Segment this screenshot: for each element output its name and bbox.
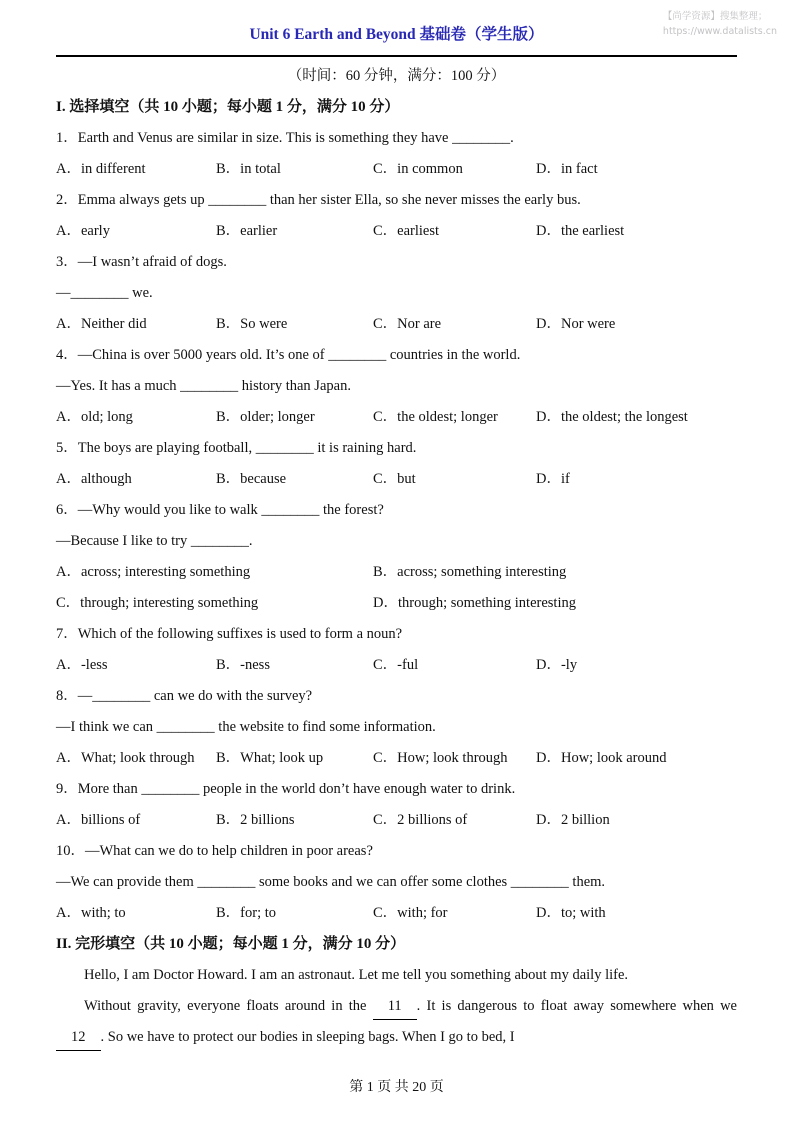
option-a: A．in different [56, 161, 146, 177]
watermark-source-line: 【尚学资源】搜集整理； [662, 11, 768, 22]
question-3-options [56, 309, 737, 340]
question-5-options [56, 464, 737, 495]
option-c: C．-ful [373, 657, 419, 673]
option-c: C．Nor are [373, 316, 442, 332]
question-8-options [56, 743, 737, 774]
question-4-options [56, 402, 737, 433]
question-4-stem-reply: —Yes. It has a much ________ history than Japan. [56, 378, 351, 394]
cloze-blank-11: 11 [373, 993, 417, 1020]
question-5-stem: 5．The boys are playing football, ________ it is raining hard. [56, 440, 417, 456]
option-b: B．-ness [216, 657, 270, 673]
option-d: D．Nor were [536, 316, 616, 332]
question-4 [56, 340, 737, 433]
cloze-text-segment: . So we have to protect our bodies in sleeping bags. When I go to bed, I [100, 1029, 515, 1045]
option-b: B．because [216, 471, 287, 487]
option-a: A．with; to [56, 905, 126, 921]
cloze-intro-paragraph: Hello, I am Doctor Howard. I am an astronaut. Let me tell you something about my daily life. [84, 967, 629, 983]
question-6-options-row-2 [56, 588, 737, 619]
question-6-stem: 6．—Why would you like to walk ________ the forest? [56, 502, 384, 518]
option-c: C．How; look through [373, 750, 508, 766]
option-d: D．-ly [536, 657, 578, 673]
question-10-options [56, 898, 737, 929]
question-2 [56, 185, 737, 247]
question-3-stem-reply: —________ we. [56, 285, 153, 301]
option-b: B．So were [216, 316, 288, 332]
option-b: B．earlier [216, 223, 278, 239]
option-d: D．to; with [536, 905, 606, 921]
option-d: D．in fact [536, 161, 598, 177]
cloze-body-paragraph [56, 991, 737, 1053]
option-a: A．early [56, 223, 110, 239]
option-b: B．in total [216, 161, 281, 177]
question-6 [56, 495, 737, 619]
option-a: A．although [56, 471, 132, 487]
time-score-line: （时间：60 分钟，满分：100 分） [287, 68, 506, 84]
option-d: D．How; look around [536, 750, 667, 766]
option-d: D．the oldest; the longest [536, 409, 688, 425]
question-1 [56, 123, 737, 185]
option-c: C．with; for [373, 905, 448, 921]
question-3 [56, 247, 737, 340]
question-8 [56, 681, 737, 774]
option-c: C．the oldest; longer [373, 409, 498, 425]
question-6-options-row-1 [56, 557, 737, 588]
option-b: B．for; to [216, 905, 277, 921]
question-10-stem: 10．—What can we do to help children in poor areas? [56, 843, 373, 859]
cloze-blank-12: 12 [56, 1024, 101, 1051]
cloze-text-segment: . It is dangerous to float away somewhere when we [416, 998, 737, 1014]
question-2-options [56, 216, 737, 247]
page-number-footer: 第 1 页 共 20 页 [349, 1080, 444, 1095]
option-b: B．What; look up [216, 750, 324, 766]
question-5 [56, 433, 737, 495]
option-d: D．if [536, 471, 570, 487]
option-c: C．but [373, 471, 416, 487]
section1-heading: I. 选择填空（共 10 小题；每小题 1 分，满分 10 分） [56, 99, 400, 115]
question-8-stem: 8．—________ can we do with the survey? [56, 688, 313, 704]
section2-heading: II. 完形填空（共 10 小题；每小题 1 分，满分 10 分） [56, 936, 406, 952]
option-d: D．2 billion [536, 812, 610, 828]
question-3-stem: 3．—I wasn’t afraid of dogs. [56, 254, 227, 270]
option-c: C．earliest [373, 223, 440, 239]
option-a: A．old; long [56, 409, 133, 425]
question-8-stem-reply: —I think we can ________ the website to find some information. [56, 719, 436, 735]
option-a: A．across; interesting something [56, 564, 251, 580]
question-10-stem-reply: —We can provide them ________ some books and we can offer some clothes ________ them. [56, 874, 606, 890]
question-10 [56, 836, 737, 929]
question-7 [56, 619, 737, 681]
option-b: B．older; longer [216, 409, 315, 425]
watermark [663, 10, 777, 39]
option-a: A．What; look through [56, 750, 195, 766]
question-9 [56, 774, 737, 836]
question-2-stem: 2．Emma always gets up ________ than her sister Ella, so she never misses the early bus. [56, 192, 581, 208]
cloze-text-segment: Without gravity, everyone floats around in the [84, 998, 373, 1014]
option-b: B．across; something interesting [373, 564, 567, 580]
watermark-url: https://www.datalists.cn [662, 25, 777, 37]
question-7-stem: 7．Which of the following suffixes is used to form a noun? [56, 626, 403, 642]
option-a: A．Neither did [56, 316, 147, 332]
question-9-options [56, 805, 737, 836]
document-title: Unit 6 Earth and Beyond 基础卷（学生版） [249, 26, 544, 43]
question-4-stem: 4．—China is over 5000 years old. It’s one of ________ countries in the world. [56, 347, 521, 363]
question-6-stem-reply: —Because I like to try ________. [56, 533, 253, 549]
option-b: B．2 billions [216, 812, 295, 828]
option-a: A．billions of [56, 812, 141, 828]
question-1-options [56, 154, 737, 185]
question-1-stem: 1．Earth and Venus are similar in size. This is something they have ________. [56, 130, 514, 146]
option-c: C．2 billions of [373, 812, 468, 828]
option-c: C．in common [373, 161, 463, 177]
option-d: D．the earliest [536, 223, 625, 239]
option-d: D．through; something interesting [373, 595, 576, 611]
header-divider [56, 55, 737, 57]
question-7-options [56, 650, 737, 681]
option-a: A．-less [56, 657, 108, 673]
option-c: C．through; interesting something [56, 595, 259, 611]
question-9-stem: 9．More than ________ people in the world don’t have enough water to drink. [56, 781, 516, 797]
